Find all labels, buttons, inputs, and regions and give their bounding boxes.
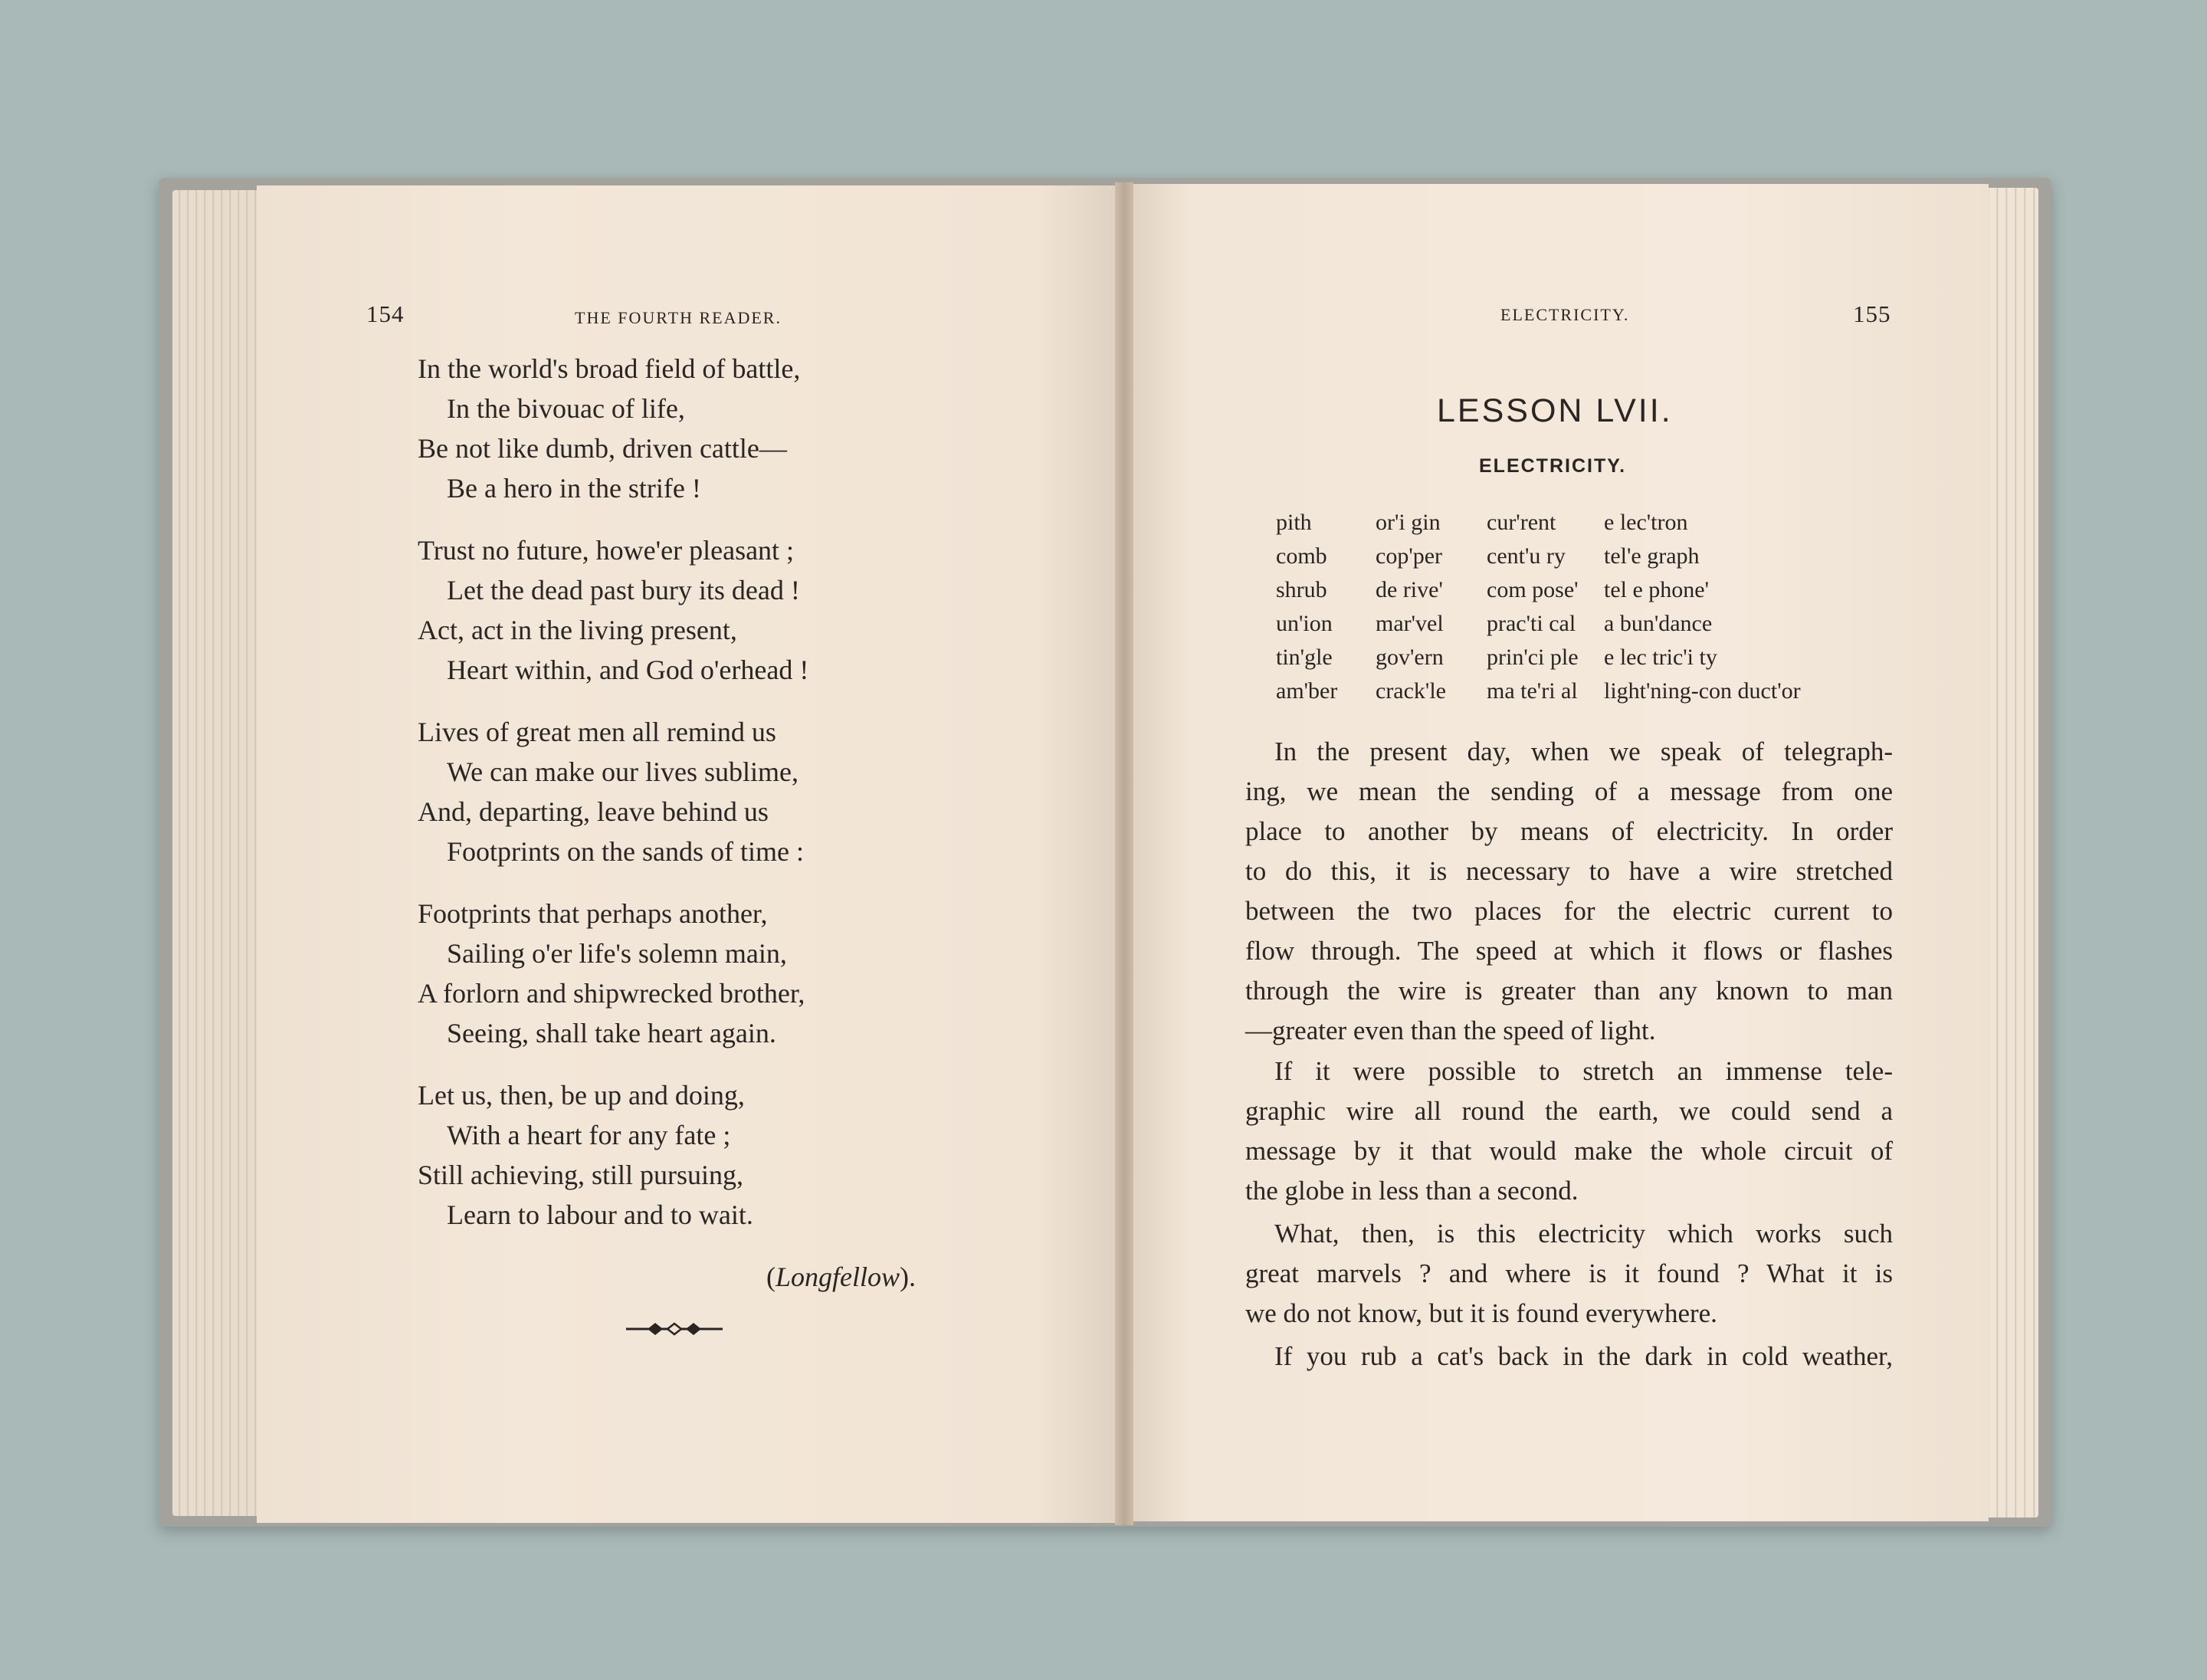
text-line: place to another by means of electricity. In order [1245, 816, 1893, 846]
poem [418, 349, 808, 1257]
text-line: graphic wire all round the earth, we could send a [1245, 1096, 1893, 1126]
poem-line: Still achieving, still pursuing, [418, 1160, 743, 1190]
poem-line: Seeing, shall take heart again. [447, 1018, 776, 1048]
poem-line: Let the dead past bury its dead ! [447, 575, 800, 605]
vocab-word: mar'vel [1376, 611, 1444, 636]
text-line: If it were possible to stretch an immense tele- [1274, 1056, 1893, 1086]
vocabulary-row [1276, 573, 1857, 607]
vocab-word: un'ion [1276, 611, 1333, 636]
vocab-word: de rive' [1376, 577, 1443, 602]
vocab-word: cur'rent [1487, 510, 1556, 535]
text-line: message by it that would make the whole circuit of [1245, 1136, 1893, 1166]
vocabulary-row [1276, 540, 1857, 573]
vocab-word: a bun'dance [1604, 611, 1713, 636]
stanza [418, 349, 808, 508]
vocab-word: gov'ern [1376, 645, 1444, 670]
right-page-number: 155 [1853, 300, 1891, 327]
stanza [418, 1075, 808, 1235]
stanza [418, 530, 808, 690]
poem-line: Let us, then, be up and doing, [418, 1080, 745, 1111]
poem-line: We can make our lives sublime, [447, 756, 799, 787]
paragraph [1245, 1052, 1893, 1211]
text-line: What, then, is this electricity which works such [1274, 1219, 1893, 1249]
poem-line: Act, act in the living present, [418, 615, 737, 645]
vocab-word: light'ning-con duct'or [1604, 678, 1801, 704]
vocabulary-row [1276, 506, 1857, 540]
vocab-word: e lec'tron [1604, 510, 1688, 535]
text-line: the globe in less than a second. [1245, 1176, 1579, 1206]
vocab-word: cop'per [1376, 543, 1443, 569]
poem-line: Learn to labour and to wait. [447, 1199, 753, 1230]
vocab-word: ma te'ri al [1487, 678, 1578, 704]
poem-line: Sailing o'er life's solemn main, [447, 938, 787, 969]
vocab-word: pith [1276, 510, 1312, 535]
vocabulary-row [1276, 674, 1857, 708]
attribution-author: Longfellow [776, 1262, 900, 1292]
poem-line: In the bivouac of life, [447, 393, 685, 424]
poem-line: A forlorn and shipwrecked brother, [418, 978, 805, 1009]
text-line: If you rub a cat's back in the dark in cold weather, [1274, 1341, 1893, 1371]
vocab-word: com pose' [1487, 577, 1579, 602]
vocab-word: cent'u ry [1487, 543, 1566, 569]
poem-line: Be not like dumb, driven cattle— [418, 433, 787, 464]
paragraph [1245, 1214, 1893, 1334]
text-line: through the wire is greater than any known to man [1245, 976, 1893, 1006]
poem-line: In the world's broad field of battle, [418, 353, 801, 384]
stanza [418, 894, 808, 1053]
vocab-word: crack'le [1376, 678, 1446, 704]
vocab-word: or'i gin [1376, 510, 1441, 535]
text-line: between the two places for the electric current to [1245, 896, 1893, 926]
paragraph [1245, 1337, 1893, 1376]
vocab-word: am'ber [1276, 678, 1338, 704]
paragraph [1245, 732, 1893, 1051]
poem-line: Be a hero in the strife ! [447, 473, 701, 504]
text-line: great marvels ? and where is it found ? What it is [1245, 1258, 1893, 1288]
vocab-word: shrub [1276, 577, 1327, 602]
text-line: —greater even than the speed of light. [1245, 1016, 1656, 1045]
text-line: flow through. The speed at which it flows or flashes [1245, 936, 1893, 966]
stanza [418, 712, 808, 871]
left-running-head: THE FOURTH READER. [575, 308, 782, 327]
text-line: In the present day, when we speak of telegraph- [1274, 737, 1893, 766]
text-line: ing, we mean the sending of a message from one [1245, 776, 1893, 806]
vocab-word: tin'gle [1276, 645, 1333, 670]
poem-line: With a heart for any fate ; [447, 1120, 731, 1150]
text-line: to do this, it is necessary to have a wire stretched [1245, 856, 1893, 886]
vocab-word: prac'ti cal [1487, 611, 1576, 636]
vocabulary-row [1276, 607, 1857, 641]
vocab-word: e lec tric'i ty [1604, 645, 1717, 670]
poem-line: Lives of great men all remind us [418, 717, 776, 747]
right-running-head: ELECTRICITY. [1500, 305, 1630, 324]
vocab-word: comb [1276, 543, 1327, 569]
poem-line: Footprints on the sands of time : [447, 836, 804, 867]
vocab-word: prin'ci ple [1487, 645, 1579, 670]
vocabulary-row [1276, 641, 1857, 674]
poem-line: Footprints that perhaps another, [418, 898, 768, 929]
lesson-subtitle: ELECTRICITY. [1479, 455, 1627, 477]
vocab-word: tel e phone' [1604, 577, 1710, 602]
book-gutter [1115, 182, 1133, 1525]
lesson-title: LESSON LVII. [1437, 392, 1673, 429]
poem-line: And, departing, leave behind us [418, 796, 769, 827]
vocab-word: tel'e graph [1604, 543, 1700, 569]
poem-line: Trust no future, howe'er pleasant ; [418, 535, 795, 566]
poem-line: Heart within, and God o'erhead ! [447, 655, 809, 685]
vocabulary-table [1276, 506, 1857, 708]
left-page-number: 154 [366, 300, 405, 327]
poem-attribution: (Longfellow). [766, 1262, 917, 1292]
text-line: we do not know, but it is found everywhere. [1245, 1298, 1717, 1328]
ornament-icon [625, 1320, 724, 1338]
